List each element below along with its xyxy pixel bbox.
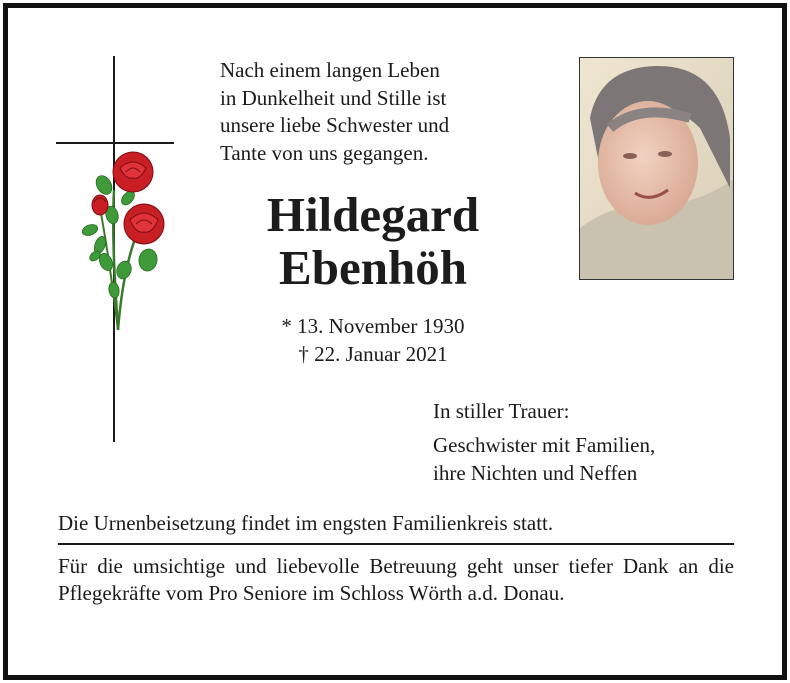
birth-date: * 13. November 1930 [281, 314, 465, 338]
last-name: Ebenhöh [279, 240, 467, 295]
intro-line: in Dunkelheit und Stille ist [220, 85, 447, 110]
portrait-image [580, 58, 734, 280]
intro-line: unsere liebe Schwester und [220, 113, 450, 137]
mourner-line: Geschwister mit Familien, [433, 433, 656, 457]
first-name: Hildegard [266, 187, 480, 242]
mourners-block [433, 397, 753, 487]
thanks-text: Für die umsichtige und liebevolle Betreuung geht unser tiefer Dank an die Pflegekräfte vom Pro Seniore im Schloss Wörth a.d. Donau. [58, 554, 734, 605]
divider [58, 543, 734, 545]
portrait-photo [579, 57, 734, 280]
roses-icon [70, 150, 170, 340]
death-date: † 22. Januar 2021 [298, 342, 448, 366]
urn-burial-notice: Die Urnenbeisetzung findet im engsten Familienkreis statt. [58, 511, 554, 535]
life-dates [220, 312, 526, 368]
mourning-label: In stiller Trauer: [433, 399, 570, 423]
intro-text [220, 57, 526, 167]
mourner-line: ihre Nichten und Neffen [433, 461, 638, 485]
intro-line: Nach einem langen Leben [220, 58, 440, 82]
cross-bar [56, 142, 174, 144]
intro-line: Tante von uns gegangen. [220, 140, 429, 165]
deceased-name [210, 188, 536, 294]
